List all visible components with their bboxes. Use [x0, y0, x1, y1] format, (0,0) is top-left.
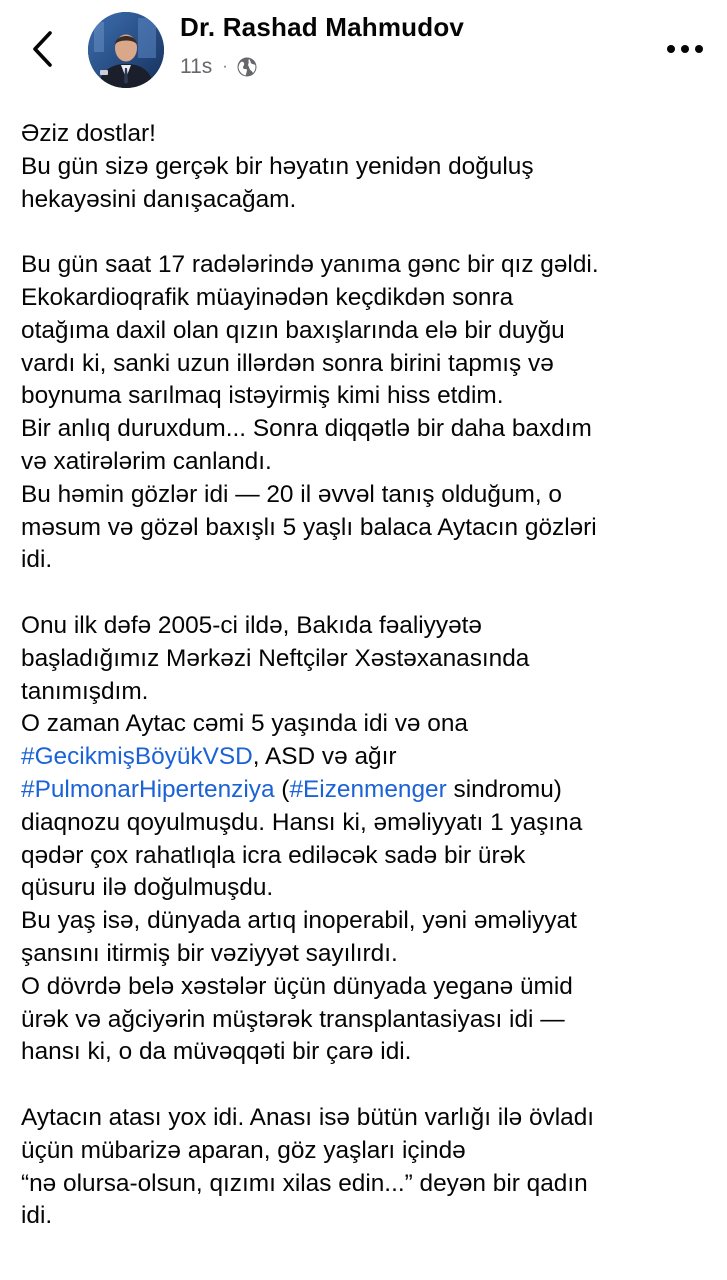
- text-line: başladığımız Mərkəzi Neftçilər Xəstəxanasında: [21, 644, 530, 672]
- meta-separator: ·: [222, 58, 228, 75]
- text-line: məsum və gözəl baxışlı 5 yaşlı balaca Aytacın gözləri: [21, 513, 597, 541]
- text-line: və xatirələrim canlandı.: [21, 447, 272, 475]
- text-line: boynuma sarılmaq istəyirmiş kimi hiss etdim.: [21, 382, 504, 410]
- profile-photo: [88, 12, 164, 88]
- hashtag-link[interactable]: #GecikmişBöyükVSD: [21, 743, 253, 771]
- text-line: qədər çox rahatlıqla icra ediləcək sadə bir ürək: [21, 841, 526, 869]
- paragraph-gap: [21, 577, 721, 610]
- avatar[interactable]: [88, 12, 164, 88]
- text-line: idi.: [21, 546, 53, 574]
- text-line: Onu ilk dəfə 2005-ci ildə, Bakıda fəaliyyətə: [21, 611, 482, 639]
- paragraph-gap: [21, 216, 721, 249]
- text-line: Aytacın atası yox idi. Anası isə bütün varlığı ilə övladı: [21, 1103, 595, 1131]
- text-line: diaqnozu qoyulmuşdu. Hansı ki, əməliyyatı 1 yaşına: [21, 808, 583, 836]
- text-line: vardı ki, sanki uzun illərdən sonra birini tapmış və: [21, 349, 554, 377]
- back-button[interactable]: [26, 28, 58, 70]
- chevron-left-icon: [31, 30, 53, 68]
- text-line: üçün mübarizə aparan, göz yaşları içində: [21, 1136, 466, 1164]
- hashtag-link[interactable]: #PulmonarHipertenziya: [21, 775, 275, 803]
- text-line: Bu həmin gözlər idi — 20 il əvvəl tanış olduğum, o: [21, 480, 562, 508]
- text-line: Bu gün saat 17 radələrində yanıma gənc bir qız gəldi.: [21, 251, 599, 279]
- text-fragment: (: [274, 775, 290, 803]
- text-line: otağıma daxil olan qızın baxışlarında elə bir duyğu: [21, 316, 565, 344]
- globe-icon[interactable]: [236, 56, 258, 78]
- text-line: tanımışdım.: [21, 677, 149, 705]
- paragraph-2: [21, 249, 721, 577]
- text-fragment: sindromu): [446, 775, 562, 803]
- paragraph-4: [21, 1102, 721, 1233]
- post-meta: [180, 55, 258, 79]
- text-line: idi.: [21, 1202, 53, 1230]
- paragraph-3: [21, 610, 721, 1069]
- text-line: Bir anlıq duruxdum... Sonra diqqətlə bir daha baxdım: [21, 415, 592, 443]
- more-options-button[interactable]: [665, 34, 705, 64]
- text-line: “nə olursa-olsun, qızımı xilas edin...” deyən bir qadın: [21, 1169, 588, 1197]
- text-line: O zaman Aytac cəmi 5 yaşında idi və ona: [21, 710, 468, 738]
- text-line: ürək və ağciyərin müştərək transplantasiyası idi —: [21, 1005, 565, 1033]
- text-line: şansını itirmiş bir vəziyyət sayılırdı.: [21, 939, 398, 967]
- text-line: Əziz dostlar!: [21, 120, 156, 147]
- post-timestamp[interactable]: 11s: [180, 55, 213, 78]
- text-line: qüsuru ilə doğulmuşdu.: [21, 874, 274, 902]
- text-fragment: , ASD və ağır: [252, 743, 397, 771]
- text-line: Bu gün sizə gerçək bir həyatın yenidən doğuluş: [21, 152, 534, 180]
- author-name[interactable]: Dr. Rashad Mahmudov: [180, 12, 465, 42]
- text-line: hansı ki, o da müvəqqəti bir çarə idi.: [21, 1038, 412, 1066]
- paragraph-1: [21, 118, 721, 216]
- text-line: Ekokardioqrafik müayinədən keçdikdən sonra: [21, 283, 514, 311]
- text-line: O dövrdə belə xəstələr üçün dünyada yeganə ümid: [21, 972, 573, 1000]
- hashtag-link[interactable]: #Eizenmenger: [289, 775, 447, 803]
- text-line: Bu yaş isə, dünyada artıq inoperabil, yəni əməliyyat: [21, 907, 577, 935]
- post-text: [21, 118, 721, 1233]
- more-horizontal-icon: [665, 44, 705, 54]
- paragraph-gap: [21, 1069, 721, 1102]
- post-header: [0, 0, 727, 100]
- text-line: hekayəsini danışacağam.: [21, 185, 297, 213]
